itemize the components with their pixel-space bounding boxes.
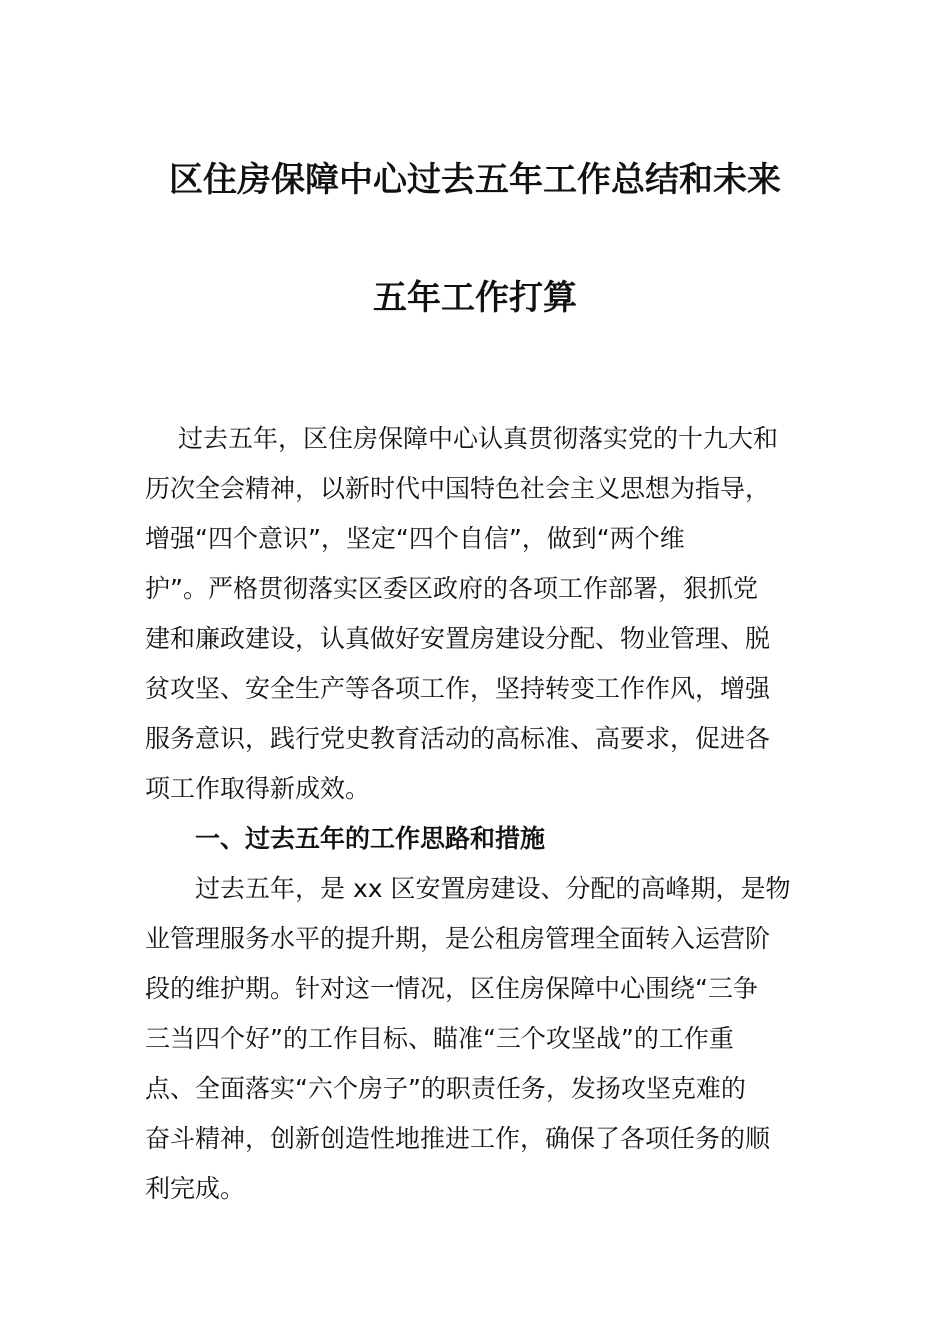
paragraph-1-line-5: 建和廉政建设，认真做好安置房建设分配、物业管理、脱 xyxy=(145,624,771,653)
document-title-line-1: 区住房保障中心过去五年工作总结和未来 xyxy=(169,160,781,200)
paragraph-2-line-2: 业管理服务水平的提升期，是公租房管理全面转入运营阶 xyxy=(145,924,771,953)
paragraph-1-line-3: 增强“四个意识”，坚定“四个自信”，做到“两个维 xyxy=(145,524,685,553)
paragraph-1-line-8: 项工作取得新成效。 xyxy=(145,774,371,803)
paragraph-2-line-5: 点、全面落实“六个房子”的职责任务，发扬攻坚克难的 xyxy=(145,1074,746,1103)
paragraph-2-line-7: 利完成。 xyxy=(145,1174,246,1203)
paragraph-1-line-1: 过去五年，区住房保障中心认真贯彻落实党的十九大和 xyxy=(178,424,779,453)
document-title-line-2: 五年工作打算 xyxy=(373,278,577,318)
paragraph-1-line-6: 贫攻坚、安全生产等各项工作，坚持转变工作作风，增强 xyxy=(145,674,771,703)
section-1-heading: 一、过去五年的工作思路和措施 xyxy=(195,824,546,853)
paragraph-1-line-7: 服务意识，践行党史教育活动的高标准、高要求，促进各 xyxy=(145,724,771,753)
paragraph-2-line-1: 过去五年，是 xx 区安置房建设、分配的高峰期，是物 xyxy=(195,874,791,903)
paragraph-2-line-4: 三当四个好”的工作目标、瞄准“三个攻坚战”的工作重 xyxy=(145,1024,734,1053)
paragraph-1-line-2: 历次全会精神，以新时代中国特色社会主义思想为指导， xyxy=(145,474,771,503)
paragraph-1-line-4: 护”。严格贯彻落实区委区政府的各项工作部署，狠抓党 xyxy=(145,574,758,603)
paragraph-2-line-6: 奋斗精神，创新创造性地推进工作，确保了各项任务的顺 xyxy=(145,1124,771,1153)
paragraph-2-line-3: 段的维护期。针对这一情况，区住房保障中心围绕“三争 xyxy=(145,974,758,1003)
